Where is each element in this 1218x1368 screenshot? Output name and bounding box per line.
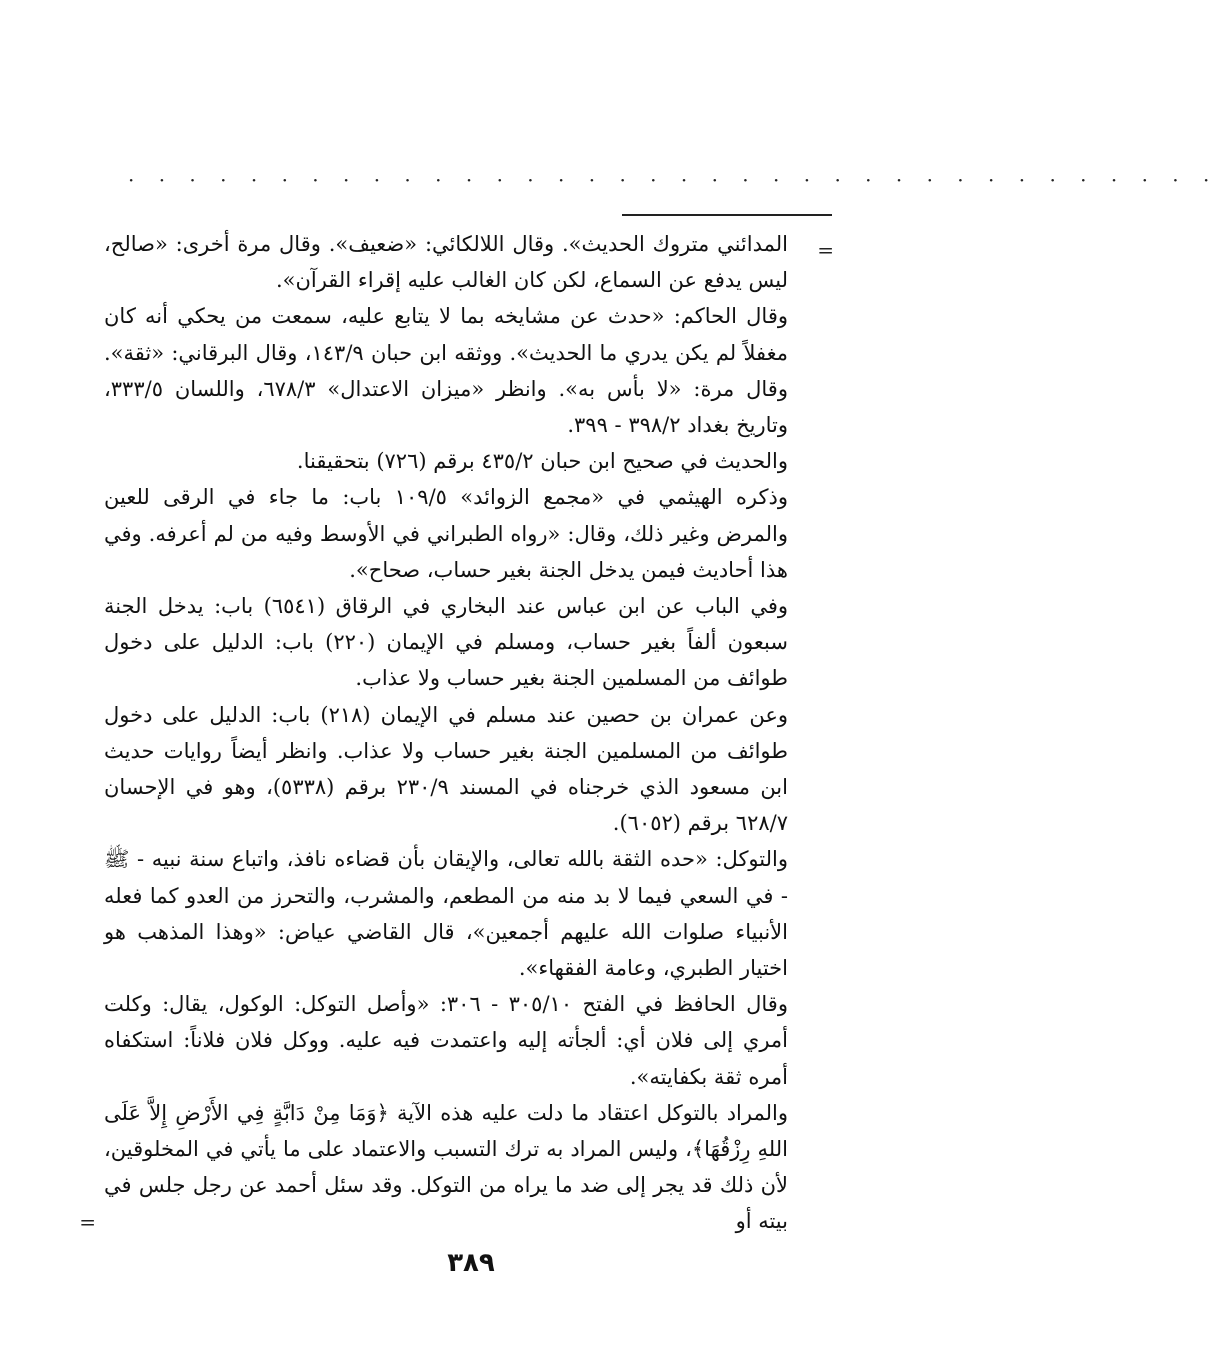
footnote-text	[104, 226, 788, 1240]
paragraph: وعن عمران بن حصين عند مسلم في الإيمان (٢١٨) باب: الدليل على دخول طوائف من المسلمين الجنة بغير حساب ولا عذاب. وانظر أيضاً روايات حديث ابن مسعود الذي خرجناه في المسند ٢٣٠/٩ برقم (٥٣٣٨)، وهو في الإحسان ٦٢٨/٧ برقم (٦٠٥٢).	[104, 702, 788, 836]
paragraph: وذكره الهيثمي في «مجمع الزوائد» ١٠٩/٥ باب: ما جاء في الرقى للعين والمرض وغير ذلك، وقال: «رواه الطبراني في الأوسط وفيه من لم أعرفه. وفي هذا أحاديث فيمن يدخل الجنة بغير حساب، صحاح».	[104, 485, 788, 582]
paragraph: وقال الحافظ في الفتح ٣٠٥/١٠ - ٣٠٦: «وأصل التوكل: الوكول، يقال: وكلت أمري إلى فلان أي: ألجأته إليه واعتمدت فيه عليه. ووكل فلان فلاناً: استكفاه أمره ثقة بكفايته».	[104, 992, 788, 1089]
paragraph: وقال الحاكم: «حدث عن مشايخه بما لا يتابع عليه، سمعت من يحكي أنه كان مغفلاً لم يكن يدري ما الحديث». ووثقه ابن حبان ٩/‏١٤٣، وقال البرقاني: «ثقة». وقال مرة: «لا بأس به». وانظر «ميزان الاعتدال» ٦٧٨/٣، واللسان ٣٣٣/٥، وتاريخ بغداد ٣٩٨/٢ - ٣٩٩.	[104, 304, 788, 438]
paragraph: والحديث في صحيح ابن حبان ٤٣٥/٢ برقم (٧٢٦) بتحقيقنا.	[296, 449, 788, 474]
continuation-mark-top: =	[817, 238, 834, 262]
paragraph: وفي الباب عن ابن عباس عند البخاري في الرقاق (٦٥٤١) باب: يدخل الجنة سبعون ألفاً بغير حساب، ومسلم في الإيمان (٢٢٠) باب: الدليل على دخول طوائف من المسلمين الجنة بغير حساب ولا عذاب.	[104, 594, 788, 691]
paragraph: المدائني متروك الحديث». وقال اللالكائي: «ضعيف». وقال مرة أخرى: «صالح، ليس يدفع عن السماع، لكن كان الغالب عليه إقراء القرآن».	[104, 232, 788, 293]
page-number: ٣٨٩	[447, 1248, 495, 1278]
separator-dots: · · · · · · · · · · · · · · · · · · · · · · · · · · · · · · · · · · · ·	[128, 168, 1218, 192]
paragraph: والمراد بالتوكل اعتقاد ما دلت عليه هذه الآية ﴿وَمَا مِنْ دَابَّةٍ فِي الأَرْضِ إِلاَّ عَلَى اللهِ رِزْقُهَا﴾، وليس المراد به ترك التسبب والاعتماد على ما يأتي في المخلوقين، لأن ذلك قد يجر إلى ضد ما يراه من التوكل. وقد سئل أحمد عن رجل جلس في بيته أو	[104, 1100, 788, 1234]
paragraph: والتوكل: «حده الثقة بالله تعالى، والإيقان بأن قضاءه نافذ، واتباع سنة نبيه - ﷺ - في السعي فيما لا بد منه من المطعم، والمشرب، والتحرز من العدو كما فعله الأنبياء صلوات الله عليهم أجمعين»، قال القاضي عياض: «وهذا المذهب هو اختيار الطبري، وعامة الفقهاء».	[104, 847, 788, 981]
continuation-mark-bottom: =	[79, 1210, 96, 1234]
footnote-rule	[622, 214, 832, 216]
